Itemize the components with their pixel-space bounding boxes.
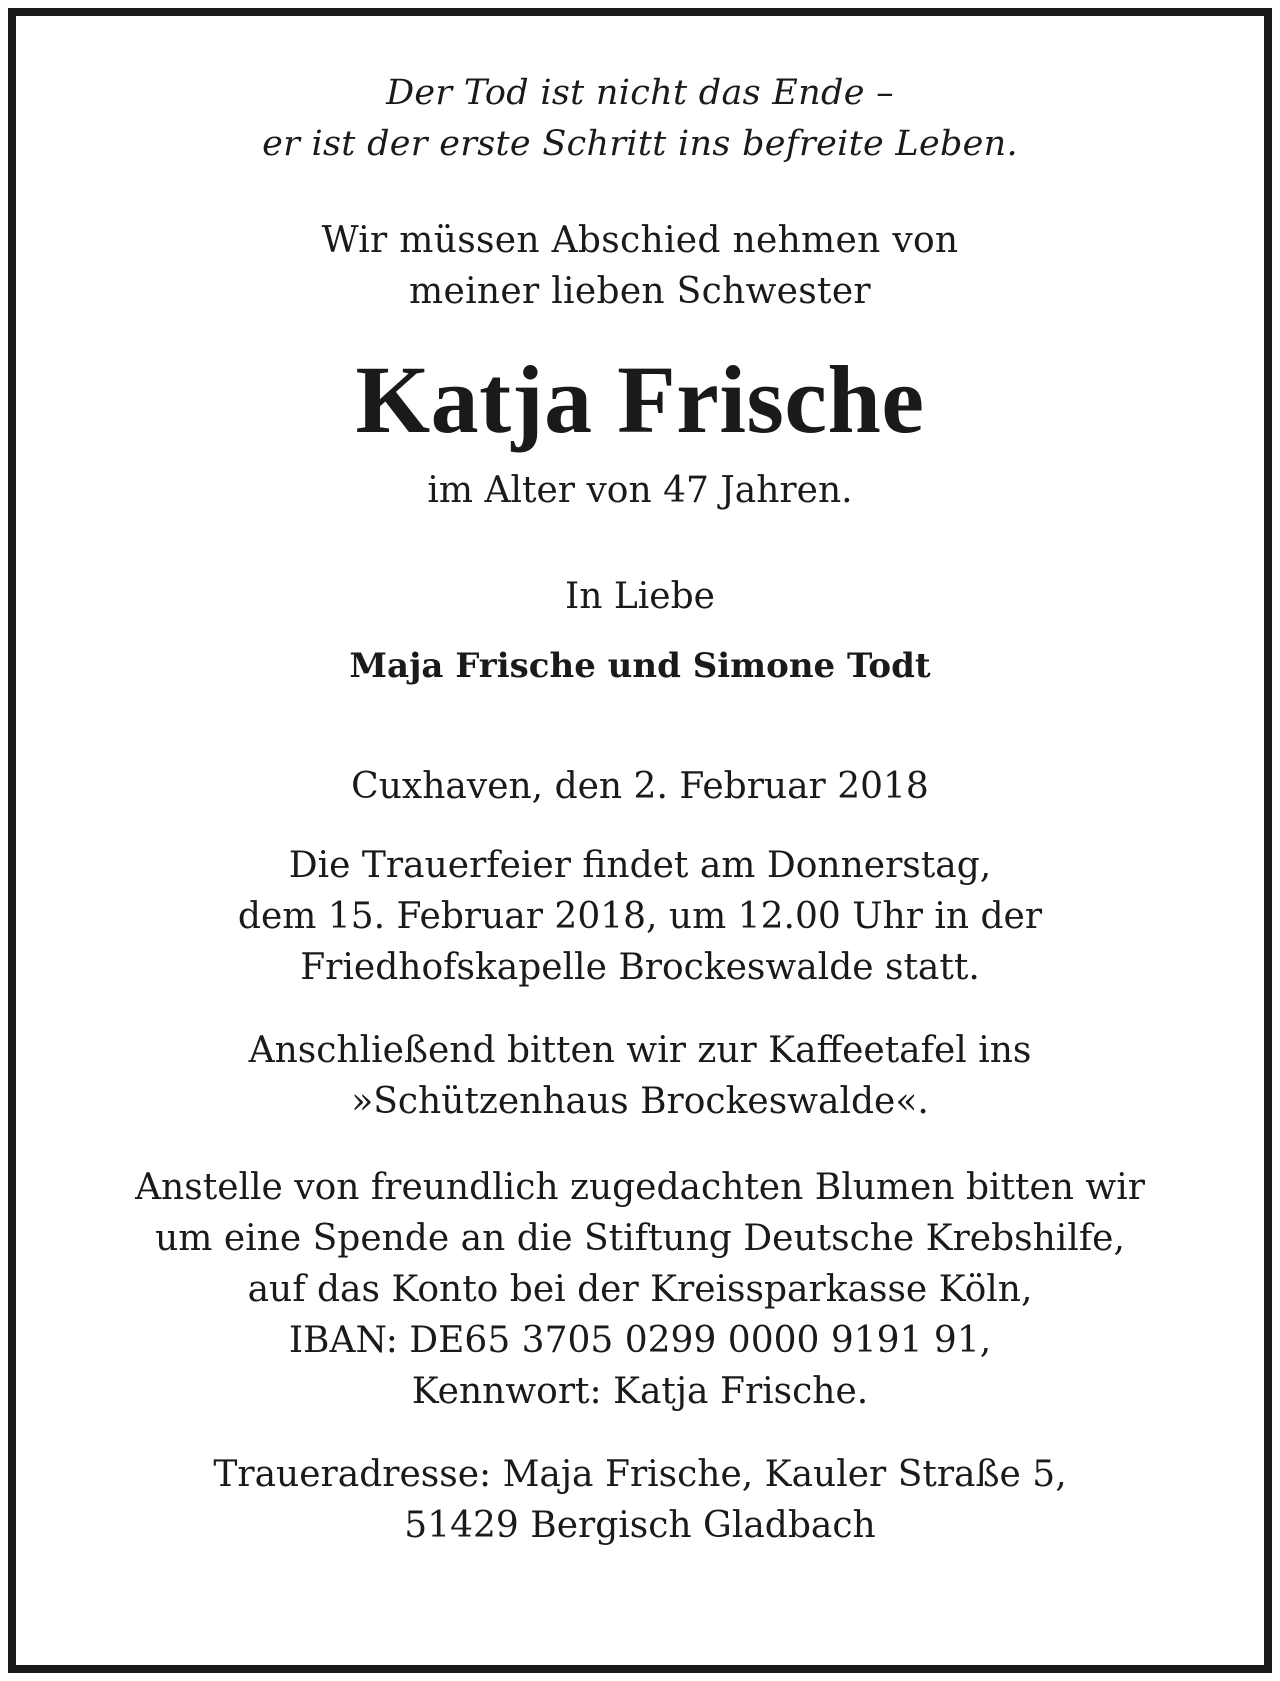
intro-text: [16, 215, 1264, 317]
intro-line: meiner lieben Schwester: [409, 271, 871, 312]
coffee-info: [16, 1025, 1264, 1127]
motto-line: er ist der erste Schritt ins befreite Leben.: [262, 124, 1018, 164]
deceased-name: Katja Frische: [355, 346, 925, 453]
obituary-content: [16, 68, 1264, 1551]
ceremony-line: Die Trauerfeier findet am Donnerstag,: [288, 845, 992, 886]
ceremony-info: [16, 840, 1264, 993]
donation-info: [16, 1162, 1264, 1417]
donation-line: Anstelle von freundlich zugedachten Blumen bitten wir: [135, 1167, 1145, 1208]
iban-line: IBAN: DE65 3705 0299 0000 9191 91,: [288, 1320, 992, 1361]
love-line: In Liebe: [565, 576, 715, 617]
coffee-line: »Schützenhaus Brockeswalde«.: [351, 1081, 929, 1122]
donation-line: um eine Spende an die Stiftung Deutsche Krebshilfe,: [155, 1218, 1125, 1259]
coffee-line: Anschließend bitten wir zur Kaffeetafel ins: [248, 1030, 1032, 1071]
address-line: 51429 Bergisch Gladbach: [404, 1505, 876, 1546]
donation-line: auf das Konto bei der Kreissparkasse Köln,: [247, 1269, 1033, 1310]
motto-quote: [16, 68, 1264, 170]
ceremony-line: Friedhofskapelle Brockeswalde statt.: [300, 947, 980, 988]
age-line: im Alter von 47 Jahren.: [427, 470, 853, 511]
intro-line: Wir müssen Abschied nehmen von: [321, 220, 959, 261]
place-date: Cuxhaven, den 2. Februar 2018: [351, 766, 929, 807]
donation-line: Kennwort: Katja Frische.: [411, 1371, 869, 1412]
address-line: Traueradresse: Maja Frische, Kauler Straße 5,: [213, 1454, 1067, 1495]
obituary-frame: [8, 8, 1272, 1673]
ceremony-line: dem 15. Februar 2018, um 12.00 Uhr in der: [237, 896, 1043, 937]
motto-line: Der Tod ist nicht das Ende –: [386, 73, 894, 113]
mourning-address: [16, 1449, 1264, 1551]
signers-names: Maja Frische und Simone Todt: [349, 646, 931, 686]
